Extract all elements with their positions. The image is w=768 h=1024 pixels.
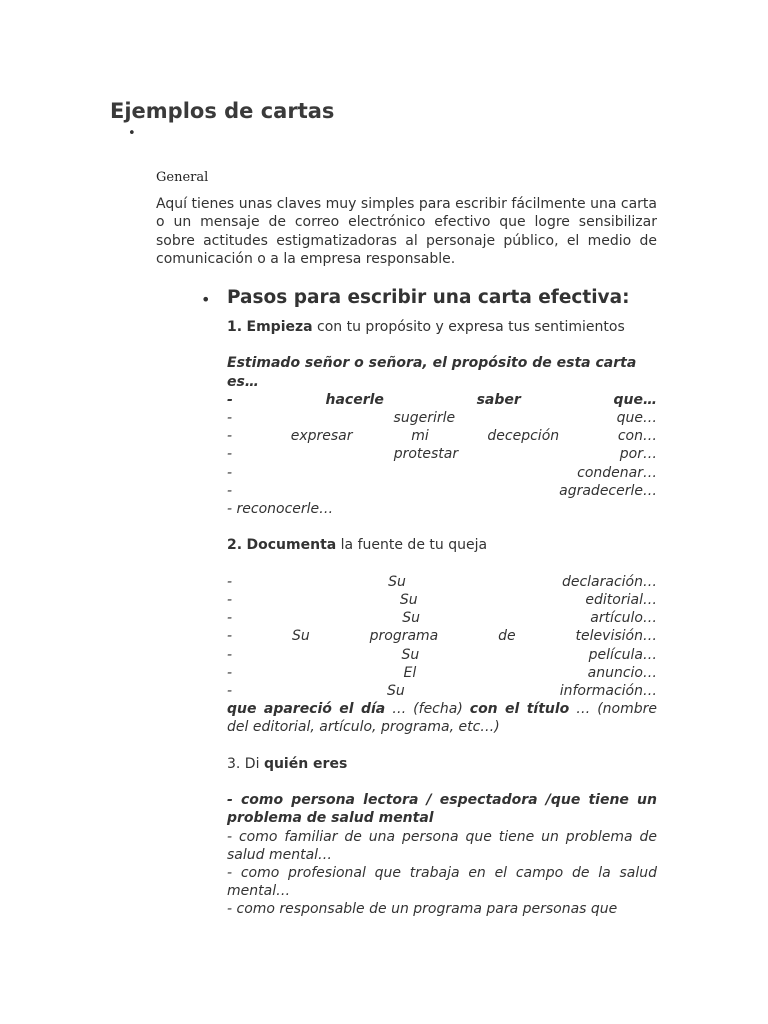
intro-paragraph: Aquí tienes unas claves muy simples para escribir fácilmente una carta o un mensaje de correo electrónico efectivo que logre sensibilizar sobre actitudes estigmatizadoras al personaje público, el medio de comunicación o a la empresa responsable. <box>156 196 657 267</box>
steps-body <box>227 318 657 919</box>
greeting-line: Estimado señor o señora, el propósito de esta carta es… <box>227 355 637 390</box>
source-line: - Su editorial… <box>227 592 657 608</box>
bullet-marker: • <box>128 126 136 141</box>
role-line: - como familiar de una persona que tiene un problema de salud mental… <box>227 828 657 863</box>
step-keyword: quién eres <box>263 755 348 772</box>
step-2-heading <box>227 536 657 554</box>
source-line: - Su película… <box>227 646 657 663</box>
step-number: 1. <box>227 319 243 335</box>
option-line: - condenar… <box>227 464 657 481</box>
source-line: - Su información… <box>227 683 657 700</box>
source-line: - Su declaración… <box>227 573 657 590</box>
option-line: - agradecerle… <box>227 482 657 499</box>
bullet-marker: • <box>201 290 211 309</box>
step-keyword: Documenta <box>246 537 337 554</box>
step-1-heading <box>227 318 657 336</box>
step-3-heading <box>227 755 657 773</box>
section-title: Pasos para escribir una carta efectiva: <box>227 287 630 308</box>
option-line: - expresar mi decepción con… <box>227 428 657 445</box>
step-text: la fuente de tu queja <box>336 537 488 554</box>
option-line: - protestar por… <box>227 446 657 463</box>
option-line: - hacerle saber que… <box>227 391 657 408</box>
role-line: - como responsable de un programa para personas que <box>227 901 618 918</box>
option-line: - reconocerle… <box>227 501 334 518</box>
option-line: - sugerirle que… <box>227 410 657 426</box>
category-label: General <box>156 170 209 185</box>
step-number: 2. <box>227 537 243 554</box>
role-line: - como persona lectora / espectadora /que tiene un problema de salud mental <box>227 792 657 827</box>
page-title: Ejemplos de cartas <box>110 99 335 123</box>
source-line: - El anuncio… <box>227 664 657 681</box>
step-text: 3. Di <box>227 755 264 772</box>
reference-line: que apareció el día … (fecha) con el título … (nombre del editorial, artículo, programa, etc…) <box>227 701 658 736</box>
role-line: - como profesional que trabaja en el campo de la salud mental… <box>227 865 657 900</box>
step-keyword: Empieza <box>246 319 313 335</box>
source-line: - Su artículo… <box>227 610 657 627</box>
source-line: - Su programa de televisión… <box>227 628 657 645</box>
step-text: con tu propósito y expresa tus sentimientos <box>312 319 625 335</box>
